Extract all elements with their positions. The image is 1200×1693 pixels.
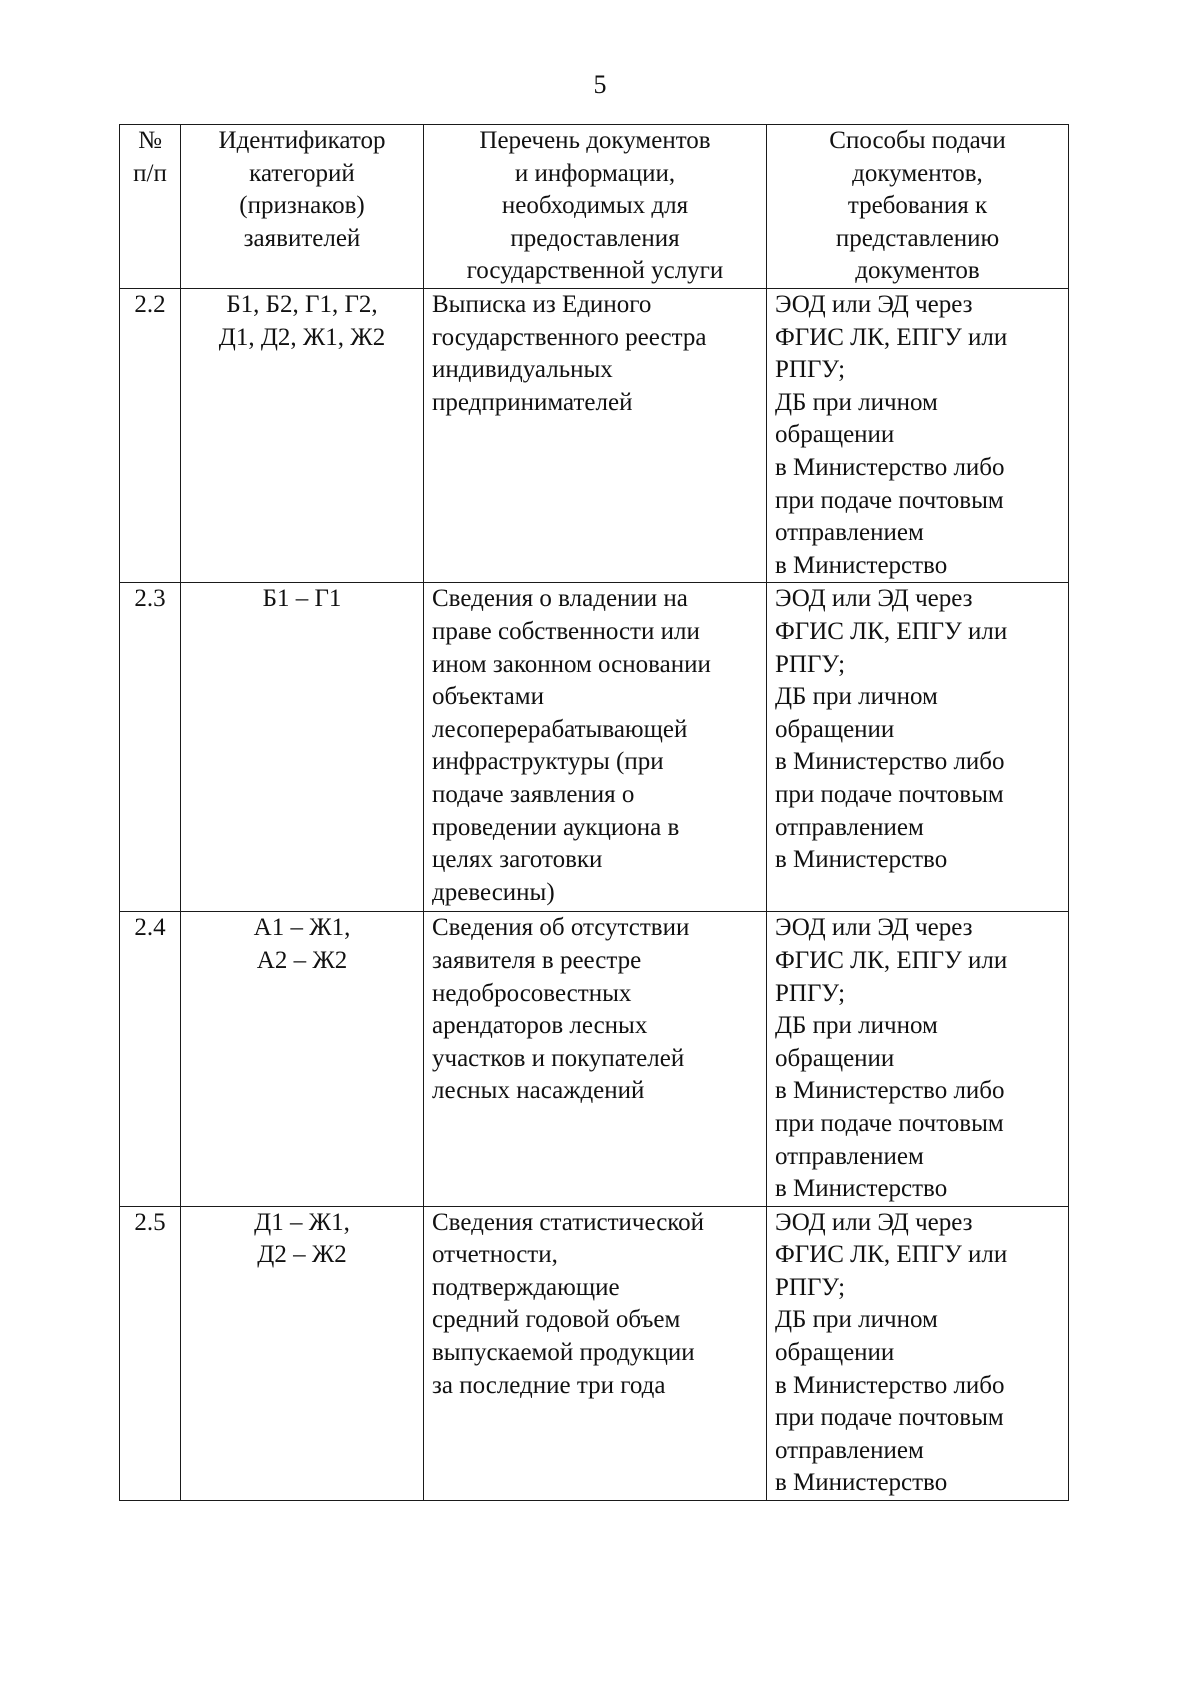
- cell-line: недобросовестных: [432, 979, 632, 1007]
- cell-line: А2 – Ж2: [256, 946, 348, 974]
- cell-line: арендаторов лесных: [432, 1012, 648, 1040]
- row-applicant-ids: [181, 289, 424, 583]
- cell-line: РПГУ;: [775, 979, 846, 1007]
- cell-line: объектами: [432, 683, 544, 711]
- cell-line: документов,: [852, 159, 983, 187]
- cell-line: в Министерство либо: [775, 1371, 1005, 1399]
- cell-line: ЭОД или ЭД через: [775, 291, 973, 318]
- cell-line: ЭОД или ЭД через: [775, 1208, 973, 1236]
- cell-line: в Министерство: [775, 551, 948, 579]
- cell-line: отчетности,: [432, 1241, 558, 1269]
- cell-line: Д1 – Ж1,: [254, 1208, 350, 1236]
- cell-line: при подаче почтовым: [775, 1109, 1004, 1137]
- cell-line: отправлением: [775, 1436, 924, 1464]
- cell-line: РПГУ;: [775, 1273, 846, 1301]
- cell-line: Д2 – Ж2: [257, 1241, 347, 1269]
- cell-line: при подаче почтовым: [775, 1404, 1004, 1432]
- cell-line: обращении: [775, 1044, 895, 1072]
- cell-line: при подаче почтовым: [775, 780, 1004, 808]
- cell-line: (признаков): [239, 192, 365, 220]
- table-row: [120, 912, 1069, 1206]
- cell-line: подаче заявления о: [432, 780, 635, 808]
- row-methods: [767, 583, 1069, 912]
- cell-line: ЭОД или ЭД через: [775, 585, 973, 613]
- cell-line: Б1, Б2, Г1, Г2,: [226, 291, 378, 318]
- cell-line: праве собственности или: [432, 617, 700, 645]
- row-methods: [767, 1206, 1069, 1500]
- cell-line: государственной услуги: [466, 257, 724, 285]
- cell-line: ДБ при личном: [775, 1012, 938, 1040]
- cell-line: Идентификатор: [218, 127, 386, 154]
- page-number: 5: [593, 70, 607, 99]
- row-applicant-ids: [181, 912, 424, 1206]
- row-methods: [767, 912, 1069, 1206]
- cell-line: выпускаемой продукции: [432, 1339, 695, 1367]
- row-documents: [424, 583, 767, 912]
- cell-line: отправлением: [775, 813, 924, 841]
- cell-line: в Министерство либо: [775, 1077, 1005, 1105]
- cell-line: в Министерство: [775, 1175, 948, 1203]
- table-row: [120, 1206, 1069, 1500]
- cell-line: требования к: [847, 192, 988, 220]
- cell-line: в Министерство: [775, 846, 948, 874]
- cell-line: документов: [855, 257, 980, 285]
- header-documents-list: [424, 125, 767, 289]
- cell-line: ФГИС ЛК, ЕПГУ или: [775, 323, 1008, 351]
- cell-line: государственного реестра: [432, 323, 707, 351]
- cell-line: подтверждающие: [432, 1273, 620, 1301]
- cell-line: предоставления: [510, 224, 680, 252]
- cell-line: Выписка из Единого: [432, 291, 652, 318]
- cell-line: инфраструктуры (при: [432, 748, 664, 776]
- cell-line: предпринимателей: [432, 388, 633, 416]
- cell-line: А1 – Ж1,: [253, 914, 351, 942]
- cell-line: и информации,: [514, 159, 676, 187]
- cell-line: категорий: [249, 159, 355, 187]
- cell-line: Сведения о владении на: [432, 585, 688, 613]
- cell-line: лесных насаждений: [432, 1077, 645, 1105]
- row-number: 2.2: [120, 289, 181, 583]
- table-header-row: [120, 125, 1069, 289]
- cell-line: древесины): [432, 878, 555, 906]
- cell-line: обращении: [775, 715, 895, 743]
- cell-line: индивидуальных: [432, 356, 613, 384]
- cell-line: отправлением: [775, 1142, 924, 1170]
- cell-line: п/п: [133, 159, 167, 187]
- cell-line: Перечень документов: [479, 127, 711, 154]
- cell-line: РПГУ;: [775, 650, 846, 678]
- row-methods: [767, 289, 1069, 583]
- header-number: [120, 125, 181, 289]
- cell-line: заявителя в реестре: [432, 946, 642, 974]
- cell-line: отправлением: [775, 519, 924, 547]
- row-number: 2.4: [120, 912, 181, 1206]
- row-number: 2.5: [120, 1206, 181, 1500]
- cell-line: ДБ при личном: [775, 683, 938, 711]
- cell-line: Д1, Д2, Ж1, Ж2: [218, 323, 386, 351]
- cell-line: представлению: [835, 224, 1000, 252]
- cell-line: РПГУ;: [775, 356, 846, 384]
- cell-line: Сведения об отсутствии: [432, 914, 690, 942]
- documents-table: [119, 124, 1069, 1501]
- cell-line: ФГИС ЛК, ЕПГУ или: [775, 946, 1008, 974]
- cell-line: участков и покупателей: [432, 1044, 685, 1072]
- row-applicant-ids: [181, 583, 424, 912]
- cell-line: лесоперерабатывающей: [432, 715, 688, 743]
- cell-line: целях заготовки: [432, 846, 603, 874]
- cell-line: ДБ при личном: [775, 388, 938, 416]
- cell-line: заявителей: [243, 224, 361, 252]
- cell-line: в Министерство либо: [775, 453, 1005, 481]
- cell-line: обращении: [775, 421, 895, 449]
- cell-line: обращении: [775, 1339, 895, 1367]
- cell-line: ЭОД или ЭД через: [775, 914, 973, 942]
- cell-line: Б1 – Г1: [262, 585, 342, 613]
- row-applicant-ids: [181, 1206, 424, 1500]
- cell-line: необходимых для: [501, 192, 689, 220]
- row-documents: [424, 289, 767, 583]
- cell-line: ином законном основании: [432, 650, 711, 678]
- table-row: [120, 583, 1069, 912]
- row-number: 2.3: [120, 583, 181, 912]
- cell-line: Сведения статистической: [432, 1208, 705, 1236]
- cell-line: №: [138, 127, 162, 154]
- cell-line: за последние три года: [432, 1371, 666, 1399]
- header-submission-methods: [767, 125, 1069, 289]
- cell-line: ФГИС ЛК, ЕПГУ или: [775, 1241, 1008, 1269]
- cell-line: в Министерство либо: [775, 748, 1005, 776]
- row-documents: [424, 1206, 767, 1500]
- cell-line: при подаче почтовым: [775, 486, 1004, 514]
- header-applicant-id: [181, 125, 424, 289]
- cell-line: Способы подачи: [829, 127, 1006, 154]
- cell-line: ФГИС ЛК, ЕПГУ или: [775, 617, 1008, 645]
- row-documents: [424, 912, 767, 1206]
- cell-line: проведении аукциона в: [432, 813, 680, 841]
- cell-line: средний годовой объем: [432, 1306, 681, 1334]
- table-row: [120, 289, 1069, 583]
- cell-line: в Министерство: [775, 1469, 948, 1497]
- cell-line: ДБ при личном: [775, 1306, 938, 1334]
